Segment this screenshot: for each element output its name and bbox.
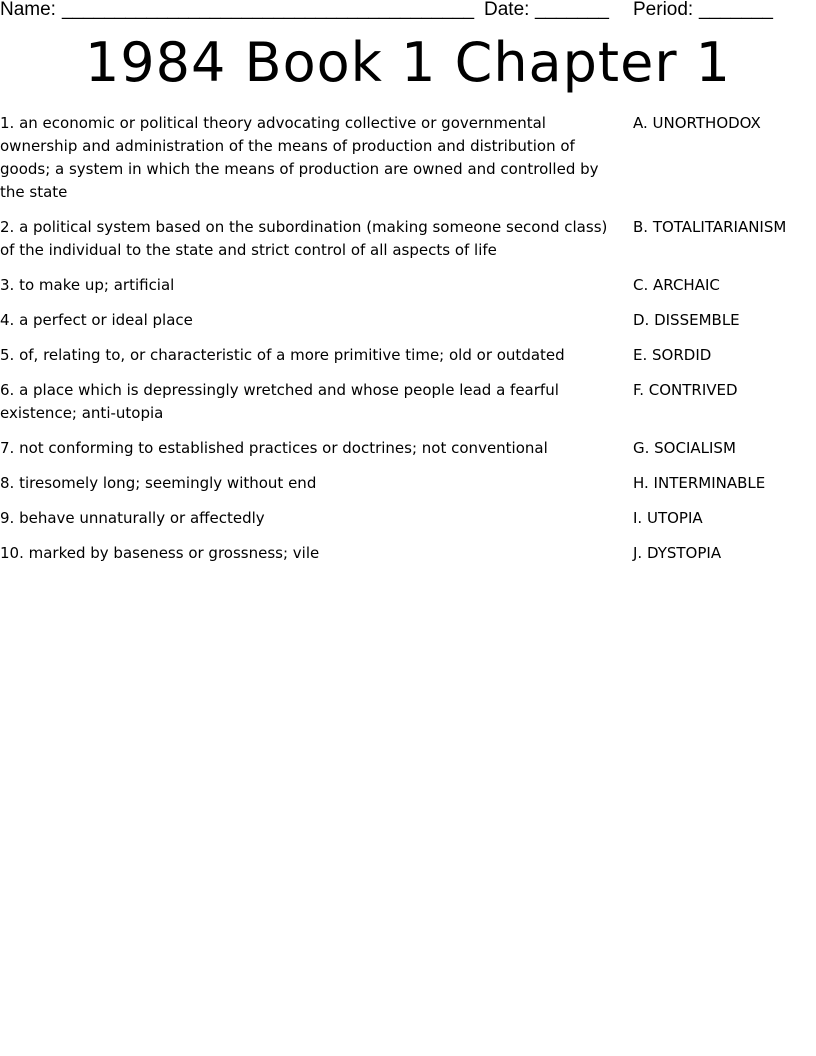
matching-row-2 [0,216,816,262]
date-blank-line: _______ [535,0,609,20]
term-i: I. UTOPIA [633,509,703,527]
matching-row-7 [0,437,816,460]
matching-row-5 [0,344,816,367]
date-label: Date: [484,0,530,20]
term-d: D. DISSEMBLE [633,311,740,329]
matching-row-6 [0,379,816,425]
term-j: J. DYSTOPIA [633,544,722,562]
period-blank-line: _______ [699,0,773,20]
definition-9: 9. behave unnaturally or affectedly [0,509,265,527]
term-a: A. UNORTHODOX [633,114,761,132]
matching-row-4 [0,309,816,332]
term-b: B. TOTALITARIANISM [633,218,787,236]
matching-list [0,112,816,577]
matching-row-3 [0,274,816,297]
definition-2: 2. a political system based on the subordination (making someone second class) of the individual to the state and strict control of all aspects of life [0,218,608,259]
definition-4: 4. a perfect or ideal place [0,311,193,329]
matching-row-8 [0,472,816,495]
definition-6: 6. a place which is depressingly wretched and whose people lead a fearful existence; anti-utopia [0,381,559,422]
term-c: C. ARCHAIC [633,276,720,294]
definition-10: 10. marked by baseness or grossness; vile [0,544,320,562]
matching-row-9 [0,507,816,530]
name-label: Name: [0,0,56,20]
term-g: G. SOCIALISM [633,439,736,457]
definition-5: 5. of, relating to, or characteristic of a more primitive time; old or outdated [0,346,565,364]
definition-1: 1. an economic or political theory advocating collective or governmental ownership and administration of the means of production and distribution of goods; a system in which the means of production are owned and controlled by the state [0,114,599,201]
term-e: E. SORDID [633,346,712,364]
term-h: H. INTERMINABLE [633,474,766,492]
matching-row-10 [0,542,816,565]
worksheet-title: 1984 Book 1 Chapter 1 [84,31,732,94]
definition-7: 7. not conforming to established practices or doctrines; not conventional [0,439,548,457]
term-f: F. CONTRIVED [633,381,738,399]
period-label: Period: [633,0,694,20]
definition-3: 3. to make up; artificial [0,276,175,294]
worksheet-header [0,0,816,24]
matching-row-1 [0,112,816,204]
definition-8: 8. tiresomely long; seemingly without end [0,474,317,492]
name-blank-line: _______________________________________ [62,0,475,20]
